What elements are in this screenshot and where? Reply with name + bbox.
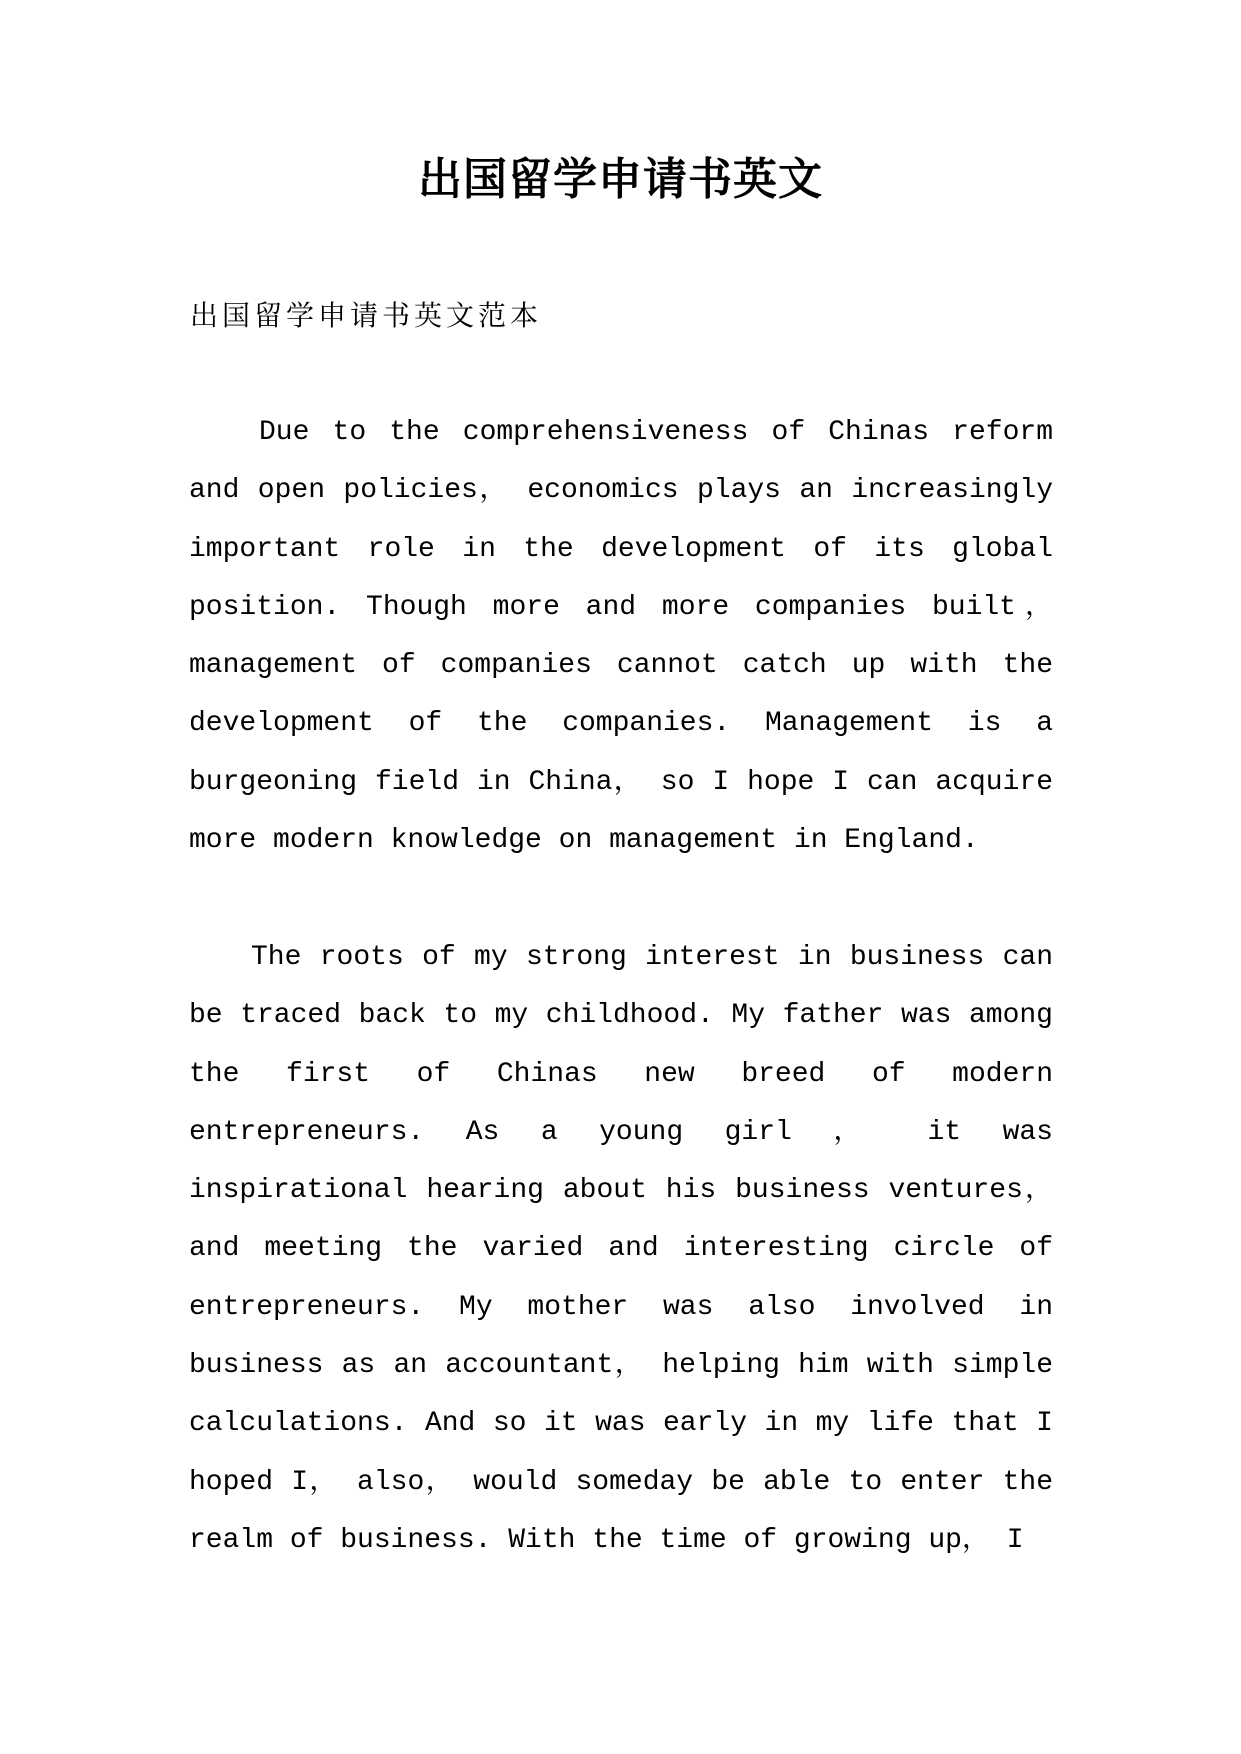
paragraph-1: Due to the comprehensiveness of Chinas reform and open policies， economics plays an increasingly important role in the development of its global position. Though more and more companies built， management of companies cannot catch up with the development of the companies. Management is a burgeoning field in China， so I hope I can acquire more modern knowledge on management in England. [189,417,1053,857]
document-title: 出国留学申请书英文 [418,154,823,205]
paragraph-2: The roots of my strong interest in business can be traced back to my childhood. My father was among the first of Chinas new breed of modern entrepreneurs. As a young girl ， it was inspirational hearing about his business ventures， and meeting the varied and interesting circle of entrepreneurs. My mother was also involved in business as an accountant， helping him with simple calculations. And so it was early in my life that I hoped I， also， would someday be able to enter the realm of business. With the time of growing up， I [189,942,1053,1556]
document-subtitle: 出国留学申请书英文范本 [190,299,543,332]
